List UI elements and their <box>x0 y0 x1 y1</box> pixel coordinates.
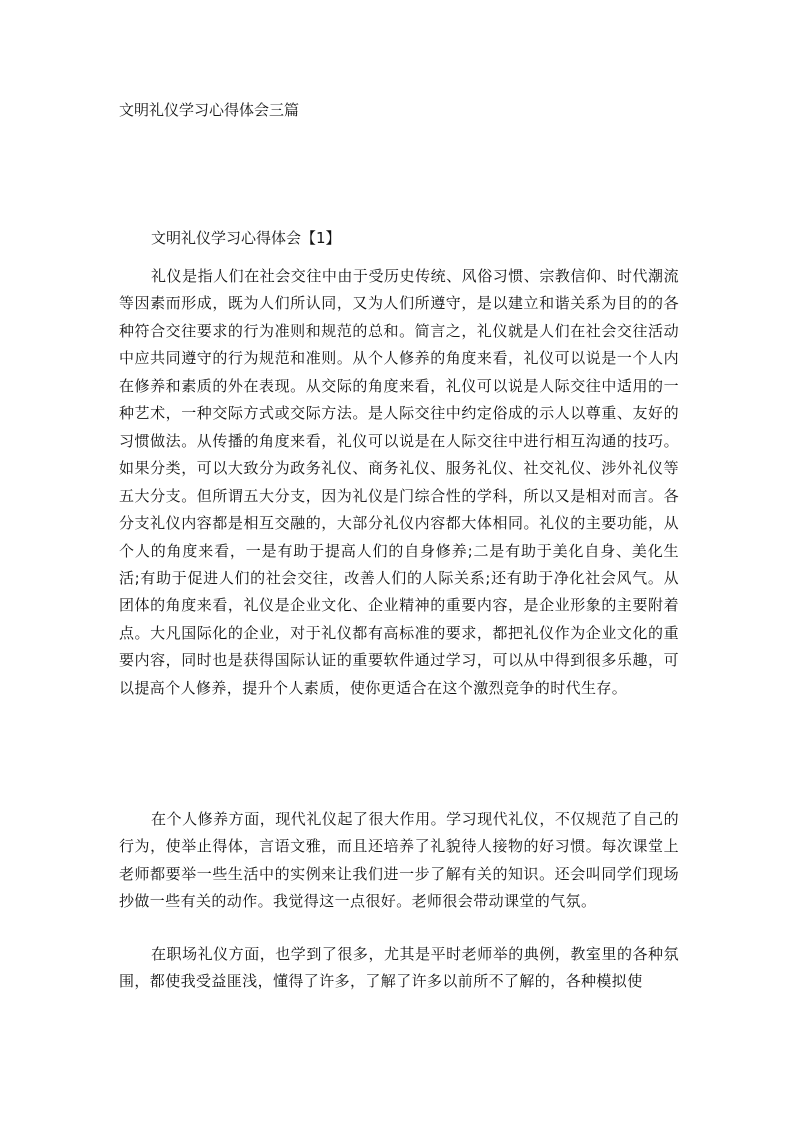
body-paragraph: 在职场礼仪方面，也学到了很多，尤其是平时老师举的典例，教室里的各种氛围，都使我受益匪浅，懂得了许多，了解了许多以前所不了解的，各种模拟使 <box>119 945 679 991</box>
document-title: 文明礼仪学习心得体会三篇 <box>119 101 300 119</box>
section-heading: 文明礼仪学习心得体会【1】 <box>151 229 341 247</box>
body-paragraph: 在个人修养方面，现代礼仪起了很大作用。学习现代礼仪，不仅规范了自己的行为，使举止得体，言语文雅，而且还培养了礼貌待人接物的好习惯。每次课堂上老师都要举一些生活中的实例来让我们进一步了解有关的知识。还会叫同学们现场抄做一些有关的动作。我觉得这一点很好。老师很会带动课堂的气氛。 <box>119 810 679 911</box>
body-paragraph: 礼仪是指人们在社会交往中由于受历史传统、风俗习惯、宗教信仰、时代潮流等因素而形成，既为人们所认同，又为人们所遵守，是以建立和谐关系为目的的各种符合交往要求的行为准则和规范的总和。简言之，礼仪就是人们在社会交往活动中应共同遵守的行为规范和准则。从个人修养的角度来看，礼仪可以说是一个人内在修养和素质的外在表现。从交际的角度来看，礼仪可以说是人际交往中适用的一种艺术，一种交际方式或交际方法。是人际交往中约定俗成的示人以尊重、友好的习惯做法。从传播的角度来看，礼仪可以说是在人际交往中进行相互沟通的技巧。如果分类，可以大致分为政务礼仪、商务礼仪、服务礼仪、社交礼仪、涉外礼仪等五大分支。但所谓五大分支，因为礼仪是门综合性的学科，所以又是相对而言。各分支礼仪内容都是相互交融的，大部分礼仪内容都大体相同。礼仪的主要功能，从个人的角度来看，一是有助于提高人们的自身修养;二是有助于美化自身、美化生活;有助于促进人们的社会交往，改善人们的人际关系;还有助于净化社会风气。从团体的角度来看，礼仪是企业文化、企业精神的重要内容，是企业形象的主要附着点。大凡国际化的企业，对于礼仪都有高标准的要求，都把礼仪作为企业文化的重要内容，同时也是获得国际认证的重要软件通过学习，可以从中得到很多乐趣，可以提高个人修养，提升个人素质，使你更适合在这个激烈竞争的时代生存。 <box>119 267 679 697</box>
